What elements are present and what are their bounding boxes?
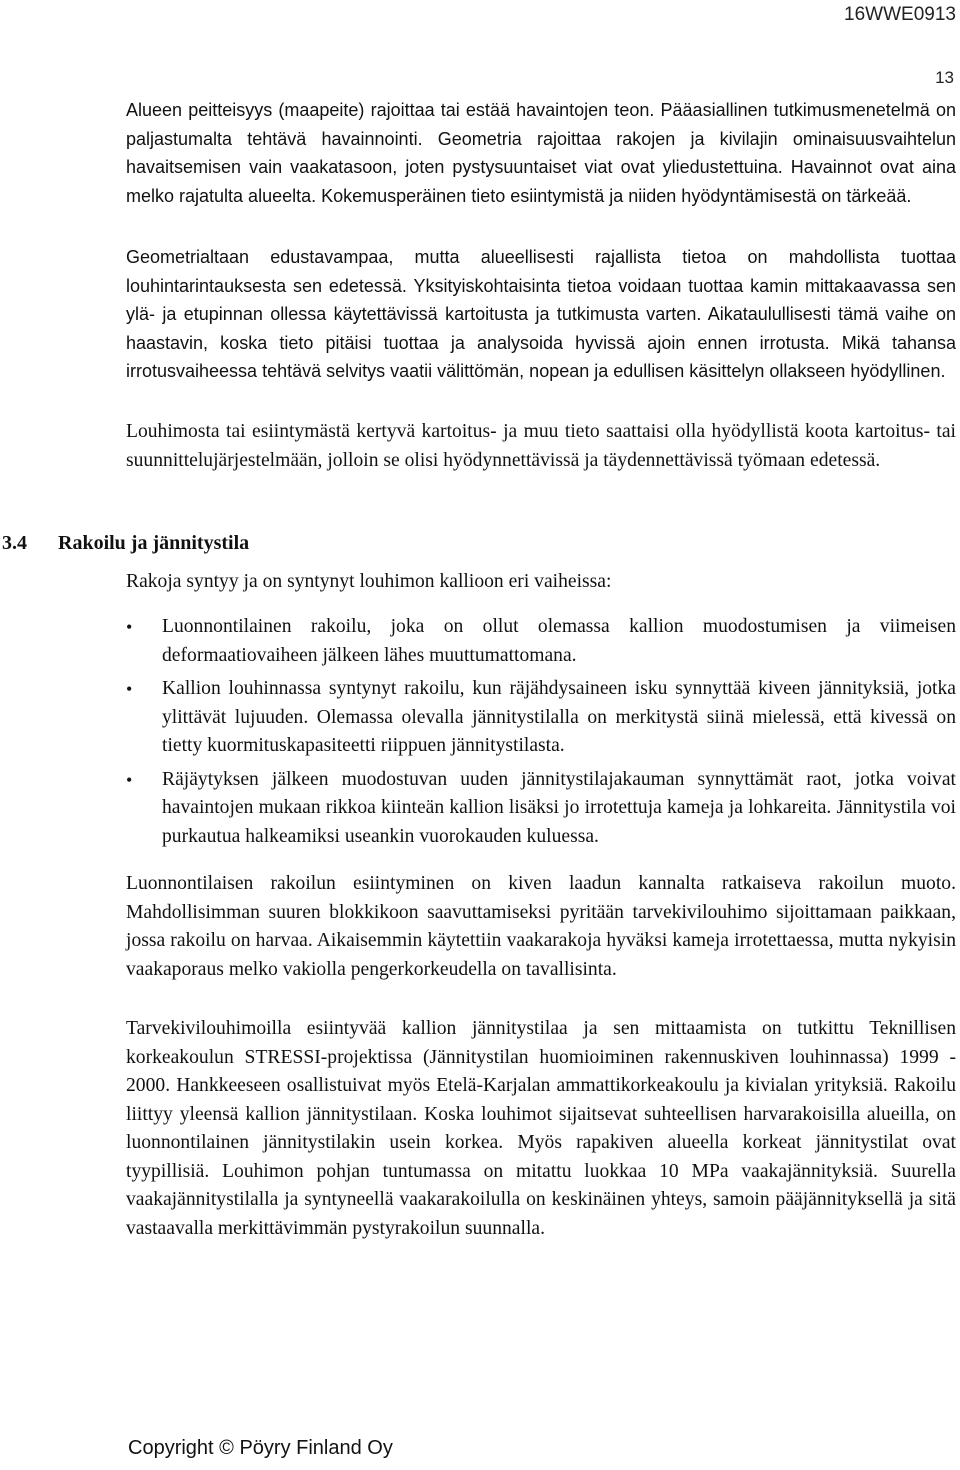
list-item [126,613,956,670]
list-item [126,766,956,852]
paragraph-mapping: Louhimosta tai esiintymästä kertyvä kartoitus- ja muu tieto saattaisi olla hyödyllistä koota kartoitus- tai suunnittelujärjestelmään, jolloin se olisi hyödynnettävissä ja täydennettävissä työmaan edetessä. [126,421,956,471]
footer-copyright: Copyright © Pöyry Finland Oy [128,1437,393,1459]
document-id: 16WWE0913 [844,4,956,25]
list-item [126,675,956,761]
bullet-icon: • [126,617,133,637]
bullet-icon: • [126,769,133,790]
list-item-text: Luonnontilainen rakoilu, joka on ollut olemassa kallion muodostumisen ja viimeisen deformaatiovaiheen jälkeen lähes muuttumattomana. [162,616,956,666]
section-intro: Rakoja syntyy ja on syntynyt louhimon kallioon eri vaiheissa: [126,571,612,592]
section-heading [2,532,249,555]
paragraph-coverage: Alueen peitteisyys (maapeite) rajoittaa tai estää havaintojen teon. Pääasiallinen tutkimusmenetelmä on paljastumalta tehtävä havainnointi. Geometria rajoittaa rakojen ja kivilajin ominaisuusvaihtelun havaitsemisen vain vaakatasoon, joten pystysuuntaiset viat ovat yliedustettuina. Havainnot ovat aina melko rajatulta alueelta. Kokemusperäinen tieto esiintymistä ja niiden hyödyntämisestä on tärkeää. [126,100,956,206]
paragraph-stress-state: Tarvekivilouhimoilla esiintyvää kallion jännitystilaa ja sen mittaamista on tutkittu Teknillisen korkeakoulun STRESSI-projektissa (Jännitystilan huomioiminen rakennuskiven louhinnassa) 1999 - 2000. Hankkeeseen osallistuivat myös Etelä-Karjalan ammattikorkeakoulu ja kivialan yrityksiä. Rakoilu liittyy yleensä kallion jännitystilaan. Koska louhimot sijaitsevat suhteellisen harvarakoisilla alueilla, on luonnontilainen jännitystilakin usein korkea. Myös rapakiven alueella korkeat jännitystilat ovat tyypillisiä. Louhimon pohjan tuntumassa on mitattu luokkaa 10 MPa vaakajännityksiä. Suurella vaakajännitystilalla ja syntyneellä vaakarakoilulla on keskinäinen yhteys, samoin pääjännityksellä ja sitä vastaavalla merkittävimmän pystyrakoilun suunnalla. [126,1018,956,1239]
page-number: 13 [935,68,954,87]
paragraph-natural-jointing: Luonnontilaisen rakoilun esiintyminen on kiven laadun kannalta ratkaiseva rakoilun muoto. Mahdollisimman suuren blokkikoon saavuttamiseksi pyritään tarvekivilouhimo sijoittamaan paikkaan, jossa rakoilu on harvaa. Aikaisemmin käytettiin vaakarakoja hyväksi kameja irrotettaessa, mutta nykyisin vaakaporaus melko vakiolla pengerkorkeudella on tavallisinta. [126,873,956,980]
section-title: Rakoilu ja jännitystila [58,532,250,554]
paragraph-geometry: Geometrialtaan edustavampaa, mutta alueellisesti rajallista tietoa on mahdollista tuottaa louhintarintauksesta sen edetessä. Yksityiskohtaisinta tietoa voidaan tuottaa kamin mittakaavassa sen ylä- ja etupinnan ollessa käytettävissä kartoitusta ja tutkimusta varten. Aikataulullisesti tämä vaihe on haastavin, koska tieto pitäisi tuottaa ja analysoida hyvissä ajoin ennen irrotusta. Mikä tahansa irrotusvaiheessa tehtävä selvitys vaatii välittömän, nopean ja edullisen käsittelyn ollakseen hyödyllinen. [126,247,956,381]
list-item-text: Kallion louhinnassa syntynyt rakoilu, kun räjähdysaineen isku synnyttää kiveen jännityksiä, jotka ylittävät lujuuden. Olemassa olevalla jännitystilalla on merkitystä siinä mielessä, että kivessä on tietty kuormituskapasiteetti riippuen jännitystilasta. [162,678,956,756]
bullet-list [126,613,956,856]
section-number: 3.4 [2,532,27,554]
list-item-text: Räjäytyksen jälkeen muodostuvan uuden jännitystilajakauman synnyttämät raot, jotka voivat havaintojen mukaan rikkoa kiinteän kallion lisäksi jo irrotettuja kameja ja lohkareita. Jännitystila voi purkautua halkeamiksi useankin vuorokauden kuluessa. [162,768,956,847]
bullet-icon: • [126,679,133,699]
